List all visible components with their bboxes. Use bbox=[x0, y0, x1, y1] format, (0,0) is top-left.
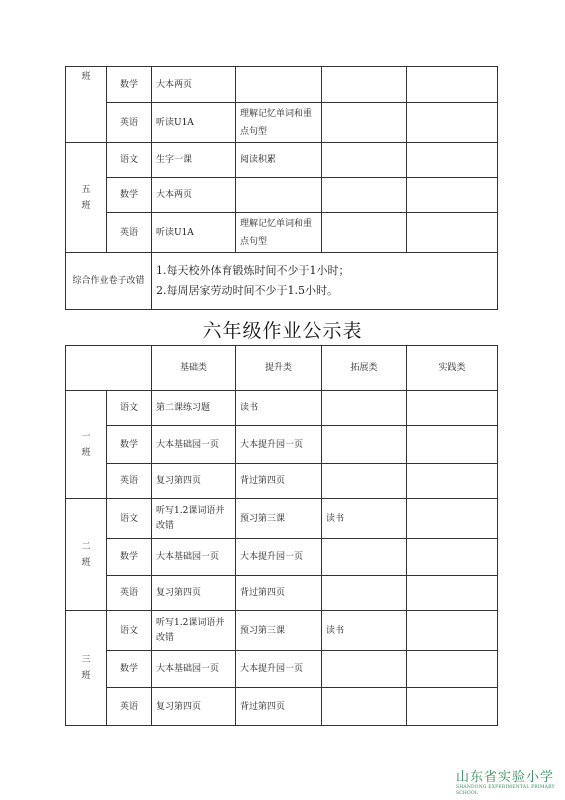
basic-cell: 听读U1A bbox=[152, 213, 236, 253]
class-label-partial: 班 bbox=[66, 67, 107, 143]
summary-row bbox=[66, 253, 498, 310]
basic-cell: 第二课练习题 bbox=[152, 391, 236, 426]
basic-cell: 复习第四页 bbox=[152, 576, 236, 611]
header-practice: 实践类 bbox=[407, 346, 498, 391]
advanced-cell: 读书 bbox=[236, 391, 322, 426]
practice-cell bbox=[407, 611, 498, 651]
subject-cell: 英语 bbox=[107, 213, 152, 253]
table-row bbox=[66, 611, 498, 651]
summary-line: 1.每天校外体育锻炼时间不少于1小时； bbox=[156, 264, 350, 277]
header-advanced: 提升类 bbox=[236, 346, 322, 391]
subject-cell: 英语 bbox=[107, 103, 152, 143]
subject-cell: 英语 bbox=[107, 576, 152, 611]
class-label-5: 五 班 bbox=[66, 143, 107, 253]
extend-cell bbox=[322, 143, 407, 178]
page-title: 六年级作业公示表 bbox=[202, 320, 363, 342]
table-row bbox=[66, 464, 498, 499]
extend-cell bbox=[322, 103, 407, 143]
header-basic: 基础类 bbox=[152, 346, 236, 391]
advanced-cell: 预习第三课 bbox=[236, 611, 322, 651]
table-row bbox=[66, 143, 498, 178]
table-row bbox=[66, 651, 498, 688]
basic-cell: 复习第四页 bbox=[152, 464, 236, 499]
table-row bbox=[66, 213, 498, 253]
header-extend: 拓展类 bbox=[322, 346, 407, 391]
practice-cell bbox=[407, 499, 498, 539]
subject-cell: 数学 bbox=[107, 67, 152, 103]
summary-notes bbox=[152, 253, 498, 310]
practice-cell bbox=[407, 67, 498, 103]
table-row bbox=[66, 426, 498, 464]
practice-cell bbox=[407, 426, 498, 464]
basic-cell: 大本基础园一页 bbox=[152, 651, 236, 688]
practice-cell bbox=[407, 688, 498, 726]
extend-cell bbox=[322, 426, 407, 464]
subject-cell: 数学 bbox=[107, 178, 152, 213]
advanced-cell: 背过第四页 bbox=[236, 576, 322, 611]
basic-cell: 大本两页 bbox=[152, 178, 236, 213]
advanced-cell: 大本提升园一页 bbox=[236, 539, 322, 576]
summary-line: 2.每周居家劳动时间不少于1.5小时。 bbox=[156, 284, 338, 297]
subject-cell: 数学 bbox=[107, 651, 152, 688]
subject-cell: 数学 bbox=[107, 539, 152, 576]
subject-cell: 英语 bbox=[107, 688, 152, 726]
basic-cell: 听读U1A bbox=[152, 103, 236, 143]
practice-cell bbox=[407, 576, 498, 611]
practice-cell bbox=[407, 464, 498, 499]
school-logo bbox=[456, 770, 565, 797]
advanced-cell: 大本提升园一页 bbox=[236, 426, 322, 464]
extend-cell bbox=[322, 67, 407, 103]
subject-cell: 英语 bbox=[107, 464, 152, 499]
subject-cell: 数学 bbox=[107, 426, 152, 464]
subject-cell: 语文 bbox=[107, 611, 152, 651]
table-row bbox=[66, 499, 498, 539]
basic-cell: 大本基础园一页 bbox=[152, 426, 236, 464]
class-label-1: 一 班 bbox=[66, 391, 107, 499]
advanced-cell: 理解记忆单词和重点句型 bbox=[236, 103, 322, 143]
class-label-3: 三 班 bbox=[66, 611, 107, 726]
header-blank bbox=[66, 346, 152, 391]
advanced-cell: 阅读积累 bbox=[236, 143, 322, 178]
basic-cell: 听写1.2课词语并改错 bbox=[152, 611, 236, 651]
subject-cell: 语文 bbox=[107, 143, 152, 178]
class-label-2: 二 班 bbox=[66, 499, 107, 611]
basic-cell: 生字一课 bbox=[152, 143, 236, 178]
table-row bbox=[66, 576, 498, 611]
extend-cell bbox=[322, 178, 407, 213]
table-row bbox=[66, 391, 498, 426]
advanced-cell: 大本提升园一页 bbox=[236, 651, 322, 688]
practice-cell bbox=[407, 539, 498, 576]
extend-cell bbox=[322, 651, 407, 688]
grade5-homework-table bbox=[65, 66, 498, 310]
header-row bbox=[66, 346, 498, 391]
summary-label: 综合作业卷子改错 bbox=[66, 253, 152, 310]
extend-cell: 读书 bbox=[322, 611, 407, 651]
subject-cell: 语文 bbox=[107, 391, 152, 426]
table-row bbox=[66, 539, 498, 576]
table-row bbox=[66, 103, 498, 143]
extend-cell bbox=[322, 464, 407, 499]
extend-cell: 读书 bbox=[322, 499, 407, 539]
extend-cell bbox=[322, 539, 407, 576]
grade6-homework-table bbox=[65, 345, 498, 726]
basic-cell: 复习第四页 bbox=[152, 688, 236, 726]
practice-cell bbox=[407, 103, 498, 143]
practice-cell bbox=[407, 651, 498, 688]
advanced-cell bbox=[236, 67, 322, 103]
advanced-cell: 背过第四页 bbox=[236, 688, 322, 726]
practice-cell bbox=[407, 391, 498, 426]
basic-cell: 听写1.2课词语并改错 bbox=[152, 499, 236, 539]
advanced-cell bbox=[236, 178, 322, 213]
extend-cell bbox=[322, 688, 407, 726]
practice-cell bbox=[407, 143, 498, 178]
subject-cell: 语文 bbox=[107, 499, 152, 539]
practice-cell bbox=[407, 178, 498, 213]
table-row bbox=[66, 67, 498, 103]
advanced-cell: 背过第四页 bbox=[236, 464, 322, 499]
advanced-cell: 预习第三课 bbox=[236, 499, 322, 539]
table-row bbox=[66, 178, 498, 213]
practice-cell bbox=[407, 213, 498, 253]
extend-cell bbox=[322, 391, 407, 426]
basic-cell: 大本基础园一页 bbox=[152, 539, 236, 576]
school-name: 山东省实验小学 bbox=[456, 770, 555, 785]
school-name-english: SHANDONG EXPERIMENTAL PRIMARY SCHOOL bbox=[456, 785, 555, 796]
basic-cell: 大本两页 bbox=[152, 67, 236, 103]
extend-cell bbox=[322, 213, 407, 253]
table-row bbox=[66, 688, 498, 726]
extend-cell bbox=[322, 576, 407, 611]
advanced-cell: 理解记忆单词和重点句型 bbox=[236, 213, 322, 253]
